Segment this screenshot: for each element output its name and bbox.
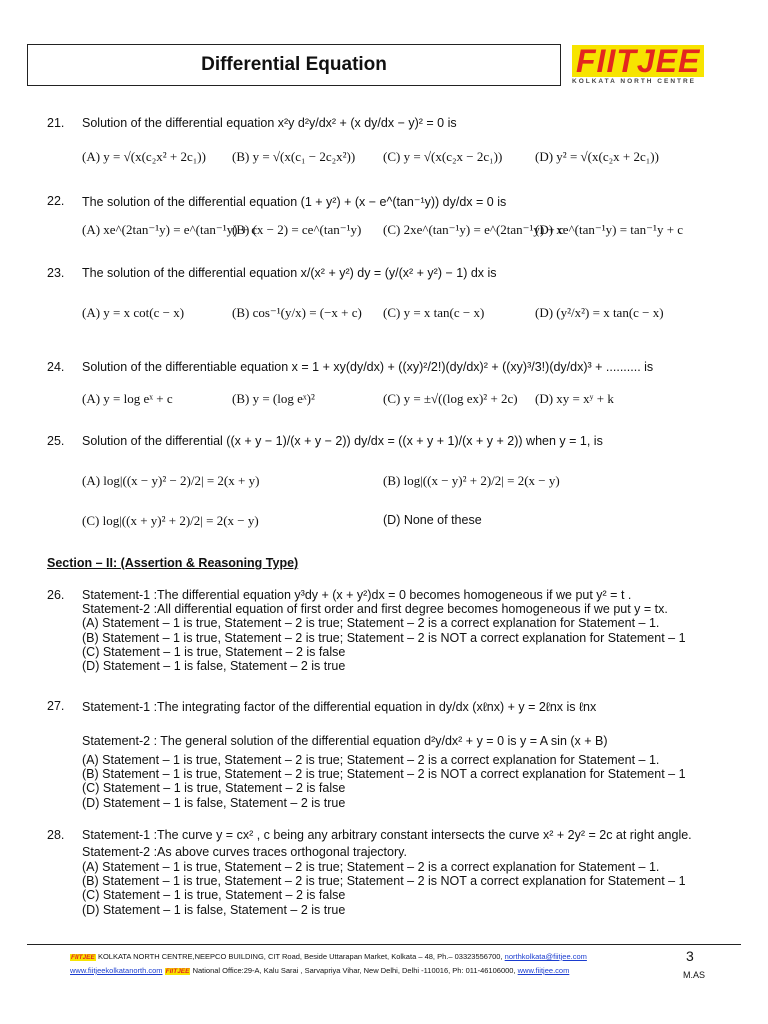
question-number: 26. — [47, 588, 65, 602]
logo-tagline: KOLKATA NORTH CENTRE — [572, 78, 697, 85]
option-b: (B) Statement – 1 is true, Statement – 2 is true; Statement – 2 is NOT a correct explanation for Statement – 1 — [82, 767, 686, 782]
fiitjee-logo — [572, 45, 712, 87]
option-b: (B) cos⁻¹(y/x) = (−x + c) — [232, 305, 362, 320]
question-number: 28. — [47, 828, 65, 842]
option-a: (A) Statement – 1 is true, Statement – 2 is true; Statement – 2 is a correct explanation for Statement – 1. — [82, 753, 660, 767]
option-d: (D) Statement – 1 is false, Statement – 2 is true — [82, 795, 346, 810]
title-box — [27, 44, 561, 86]
statement-2: Statement-2 : The general solution of the differential equation d²y/dx² + y = 0 is y = A sin (x + B) — [82, 734, 608, 748]
footer-mini-logo: FIITJEE — [165, 968, 190, 975]
page-title: Differential Equation — [201, 54, 387, 75]
option-b: (B) Statement – 1 is true, Statement – 2 is true; Statement – 2 is NOT a correct explanation for Statement – 1 — [82, 630, 686, 645]
option-c: (C) 2xe^(tan⁻¹y) = e^(2tan⁻¹y) + c — [383, 222, 564, 237]
option-a: (A) y = log eˣ + c — [82, 391, 173, 406]
footer-address: KOLKATA NORTH CENTRE,NEEPCO BUILDING, CIT Road, Beside Uttarapan Market, Kolkata – 48, Ph.– 03323556700, — [97, 952, 505, 961]
option-c: (C) y = √(x(c₂x − 2c₁)) — [383, 149, 503, 164]
question-number: 24. — [47, 360, 65, 374]
question-number: 25. — [47, 434, 65, 448]
footer-national-office: National Office:29-A, Kalu Sarai , Sarvapriya Vihar, New Delhi, Delhi -110016, Ph: 011-46106000, — [192, 966, 518, 975]
assertion-block — [82, 588, 686, 673]
option-d: (D) Statement – 1 is false, Statement – 2 is true — [82, 659, 346, 674]
option-d: (D) (y²/x²) = x tan(c − x) — [535, 305, 664, 320]
footer-mini-logo: FIITJEE — [71, 954, 95, 961]
option-c: (C) Statement – 1 is true, Statement – 2 is false — [82, 644, 346, 659]
footer-line-1 — [70, 952, 587, 961]
question-number: 23. — [47, 266, 65, 280]
question-number: 21. — [47, 116, 65, 130]
option-c: (C) Statement – 1 is true, Statement – 2 is false — [82, 888, 346, 903]
option-d: (D) None of these — [383, 513, 482, 527]
option-b: (B) y = √(x(c₁ − 2c₂x²)) — [232, 149, 356, 164]
statement-1: Statement-1 :The curve y = cx² , c being any arbitrary constant intersects the curve x² + 2y² = 2c at right angle. — [82, 828, 692, 842]
question-stem: The solution of the differential equation x/(x² + y²) dy = (y/(x² + y²) − 1) dx is — [82, 266, 497, 280]
option-c: (C) y = ±√((log ex)² + 2c) — [383, 391, 518, 406]
option-d: (D) y² = √(x(c₂x + 2c₁)) — [535, 149, 659, 164]
footer-divider — [27, 944, 741, 945]
option-a: (A) y = √(x(c₂x² + 2c₁)) — [82, 149, 206, 164]
section-heading: Section – II: (Assertion & Reasoning Type) — [47, 556, 299, 570]
option-c: (C) Statement – 1 is true, Statement – 2 is false — [82, 781, 346, 796]
option-a: (A) Statement – 1 is true, Statement – 2 is true; Statement – 2 is a correct explanation for Statement – 1. — [82, 860, 660, 874]
question-stem: The solution of the differential equation (1 + y²) + (x − e^(tan⁻¹y)) dy/dx = 0 is — [82, 195, 507, 209]
question-stem: Solution of the differential equation x²y d²y/dx² + (x dy/dx − y)² = 0 is — [82, 116, 457, 130]
question-number: 27. — [47, 699, 65, 713]
statement-2: Statement-2 :As above curves traces orthogonal trajectory. — [82, 845, 407, 859]
footer-fiitjee-link[interactable]: www.fiitjee.com — [517, 966, 570, 975]
option-c: (C) log|((x + y)² + 2)/2| = 2(x − y) — [82, 513, 259, 528]
statement-1: Statement-1 :The integrating factor of the differential equation in dy/dx (xℓnx) + y = 2ℓnx is ℓnx — [82, 700, 597, 714]
option-b: (B) (x − 2) = ce^(tan⁻¹y) — [232, 222, 362, 237]
option-a: (A) Statement – 1 is true, Statement – 2 is true; Statement – 2 is a correct explanation for Statement – 1. — [82, 616, 660, 631]
footer-line-2 — [70, 966, 569, 975]
author-initials: M.AS — [683, 970, 706, 980]
option-c: (C) y = x tan(c − x) — [383, 305, 485, 320]
question-stem: Solution of the differential ((x + y − 1)/(x + y − 2)) dy/dx = ((x + y + 1)/(x + y + 2)) when y = 1, is — [82, 434, 603, 448]
statement-2: Statement-2 :All differential equation of first order and first degree becomes homogeneous if we put y = tx. — [82, 602, 668, 617]
option-d: (D) xe^(tan⁻¹y) = tan⁻¹y + c — [535, 222, 684, 237]
option-d: (D) xy = xʸ + k — [535, 391, 614, 406]
option-a: (A) y = x cot(c − x) — [82, 305, 185, 320]
option-a: (A) log|((x − y)² − 2)/2| = 2(x + y) — [82, 473, 260, 488]
logo-wordmark: FIITJEE — [572, 45, 704, 77]
option-b: (B) y = (log eˣ)² — [232, 391, 315, 406]
page-number: 3 — [686, 948, 694, 964]
assertion-block — [82, 828, 692, 917]
statement-1: Statement-1 :The differential equation y³dy + (x + y²)dx = 0 becomes homogeneous if we put y² = t . — [82, 588, 632, 602]
option-b: (B) Statement – 1 is true, Statement – 2 is true; Statement – 2 is NOT a correct explanation for Statement – 1 — [82, 874, 686, 889]
assertion-block — [82, 699, 686, 810]
question-stem: Solution of the differentiable equation x = 1 + xy(dy/dx) + ((xy)²/2!)(dy/dx)² + ((xy)³/3!)(dy/dx)³ + .......... is — [82, 360, 654, 374]
option-d: (D) Statement – 1 is false, Statement – 2 is true — [82, 902, 346, 917]
footer-website-link[interactable]: www.fiitjeekolkatanorth.com — [70, 966, 163, 975]
option-b: (B) log|((x − y)² + 2)/2| = 2(x − y) — [383, 473, 560, 488]
footer-email-link[interactable]: northkolkata@fiitjee.com — [504, 952, 587, 961]
question-number: 22. — [47, 194, 65, 208]
option-a: (A) xe^(2tan⁻¹y) = e^(tan⁻¹y) + c — [82, 222, 258, 237]
